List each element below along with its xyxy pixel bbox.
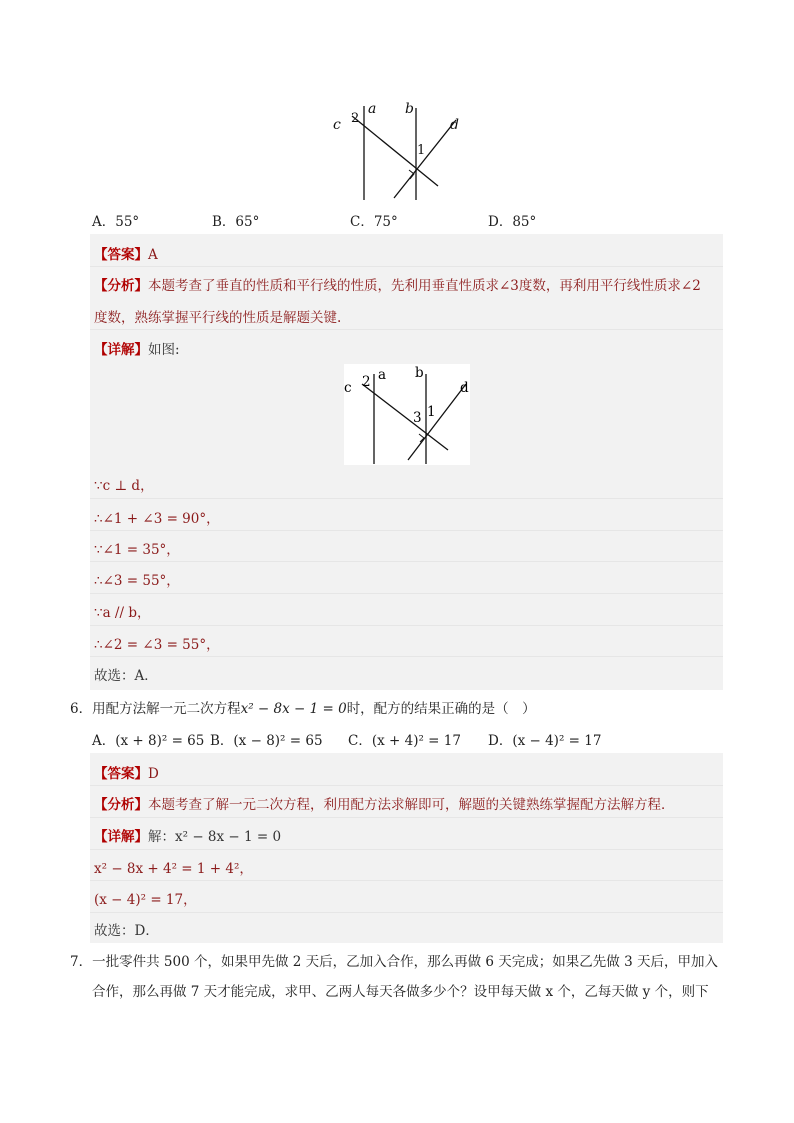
q5-step-3: ∵∠1 = 35°， [94, 542, 180, 558]
q6-detail-intro: 解：x² − 8x − 1 = 0 [148, 829, 282, 845]
q5-fig-label-c: c [333, 117, 341, 133]
q5-choice-a[interactable]: A．55° [92, 214, 140, 230]
q5-fig-angle-1: 1 [417, 143, 426, 158]
q6-step-2: (x − 4)² = 17， [94, 892, 197, 908]
q5-analysis-tag: 【分析】 [94, 278, 148, 294]
q6-choice-c[interactable]: C．(x + 4)² = 17 [348, 733, 461, 749]
q5-step-7: 故选：A． [94, 668, 158, 684]
q5-analysis-line1 [94, 274, 701, 294]
q7-line-2: 合作，那么再做 7 天才能完成，求甲、乙两人每天各做多少个？设甲每天做 x 个，乙每天做 y 个，则下 [92, 984, 709, 1000]
q5-fig-label-d: d [450, 117, 459, 133]
q6-stem [70, 697, 536, 717]
q5-detail-tag: 【详解】 [94, 342, 148, 358]
q5-fig2-angle-2: 2 [362, 374, 371, 390]
q5-fig-angle-2: 2 [351, 111, 360, 126]
q5-fig2-angle-3: 3 [413, 410, 422, 426]
q5-fig2-label-c: c [344, 380, 352, 396]
q6-solution-box [90, 753, 723, 943]
q5-fig-label-a: a [368, 101, 377, 117]
q6-answer-tag: 【答案】 [94, 766, 148, 782]
q5-detail-line [94, 338, 180, 358]
q6-analysis-text: 本题考查了解一元二次方程，利用配方法求解即可，解题的关键熟练掌握配方法解方程． [148, 797, 675, 813]
q5-answer-tag: 【答案】 [94, 247, 148, 263]
q5-solution-box [90, 234, 723, 690]
q6-stem-equation: x² − 8x − 1 = 0 [240, 701, 347, 717]
q6-step-1: x² − 8x + 4² = 1 + 4²， [94, 861, 253, 877]
q5-fig2-label-d: d [460, 380, 469, 396]
q5-step-1: ∵c ⊥ d， [94, 478, 154, 494]
q5-step-6: ∴∠2 = ∠3 = 55°， [94, 637, 220, 653]
q5-fig2-angle-1: 1 [427, 404, 436, 420]
q5-step-4: ∴∠3 = 55°， [94, 573, 180, 589]
q6-stem-post: 时，配方的结果正确的是（ ） [346, 701, 536, 717]
q5-choice-c[interactable]: C．75° [350, 214, 398, 230]
q6-answer-line [94, 762, 159, 782]
q6-stem-pre: 用配方法解一元二次方程 [92, 701, 241, 717]
q5-analysis-text1: 本题考查了垂直的性质和平行线的性质，先利用垂直性质求∠3度数，再利用平行线性质求∠2 [148, 278, 701, 294]
q5-step-5: ∵a // b， [94, 605, 151, 621]
q5-fig2-label-b: b [415, 365, 424, 381]
q5-fig2-label-a: a [378, 367, 387, 383]
q5-detail-figure [344, 364, 470, 465]
q6-step-3: 故选：D． [94, 923, 159, 939]
q6-analysis-line [94, 793, 675, 813]
q5-choice-d[interactable]: D．85° [488, 214, 537, 230]
q6-answer: D [148, 766, 159, 782]
q5-step-2: ∴∠1 + ∠3 = 90°， [94, 511, 220, 527]
q6-choice-d[interactable]: D．(x − 4)² = 17 [488, 733, 602, 749]
q6-analysis-tag: 【分析】 [94, 797, 148, 813]
q7-stem [70, 947, 724, 1007]
q6-choice-b[interactable]: B．(x − 8)² = 65 [210, 733, 323, 749]
q5-choice-b[interactable]: B．65° [212, 214, 260, 230]
q5-answer: A [148, 247, 158, 263]
q6-number: 6． [70, 701, 93, 717]
q5-figure [330, 98, 465, 202]
q6-detail-tag: 【详解】 [94, 829, 148, 845]
q5-detail-intro: 如图: [148, 342, 180, 358]
q7-number: 7． [70, 954, 93, 970]
q7-line-1 [70, 947, 724, 977]
q5-analysis-line2: 度数，熟练掌握平行线的性质是解题关键. [94, 310, 342, 326]
q5-answer-line [94, 243, 158, 263]
q7-text-1: 一批零件共 500 个，如果甲先做 2 天后，乙加入合作，那么再做 6 天完成；如果乙先做 3 天后，甲加入 [92, 954, 718, 970]
q6-choice-a[interactable]: A．(x + 8)² = 65 [92, 733, 205, 749]
q6-detail-line [94, 825, 281, 845]
q5-fig-label-b: b [405, 101, 414, 117]
